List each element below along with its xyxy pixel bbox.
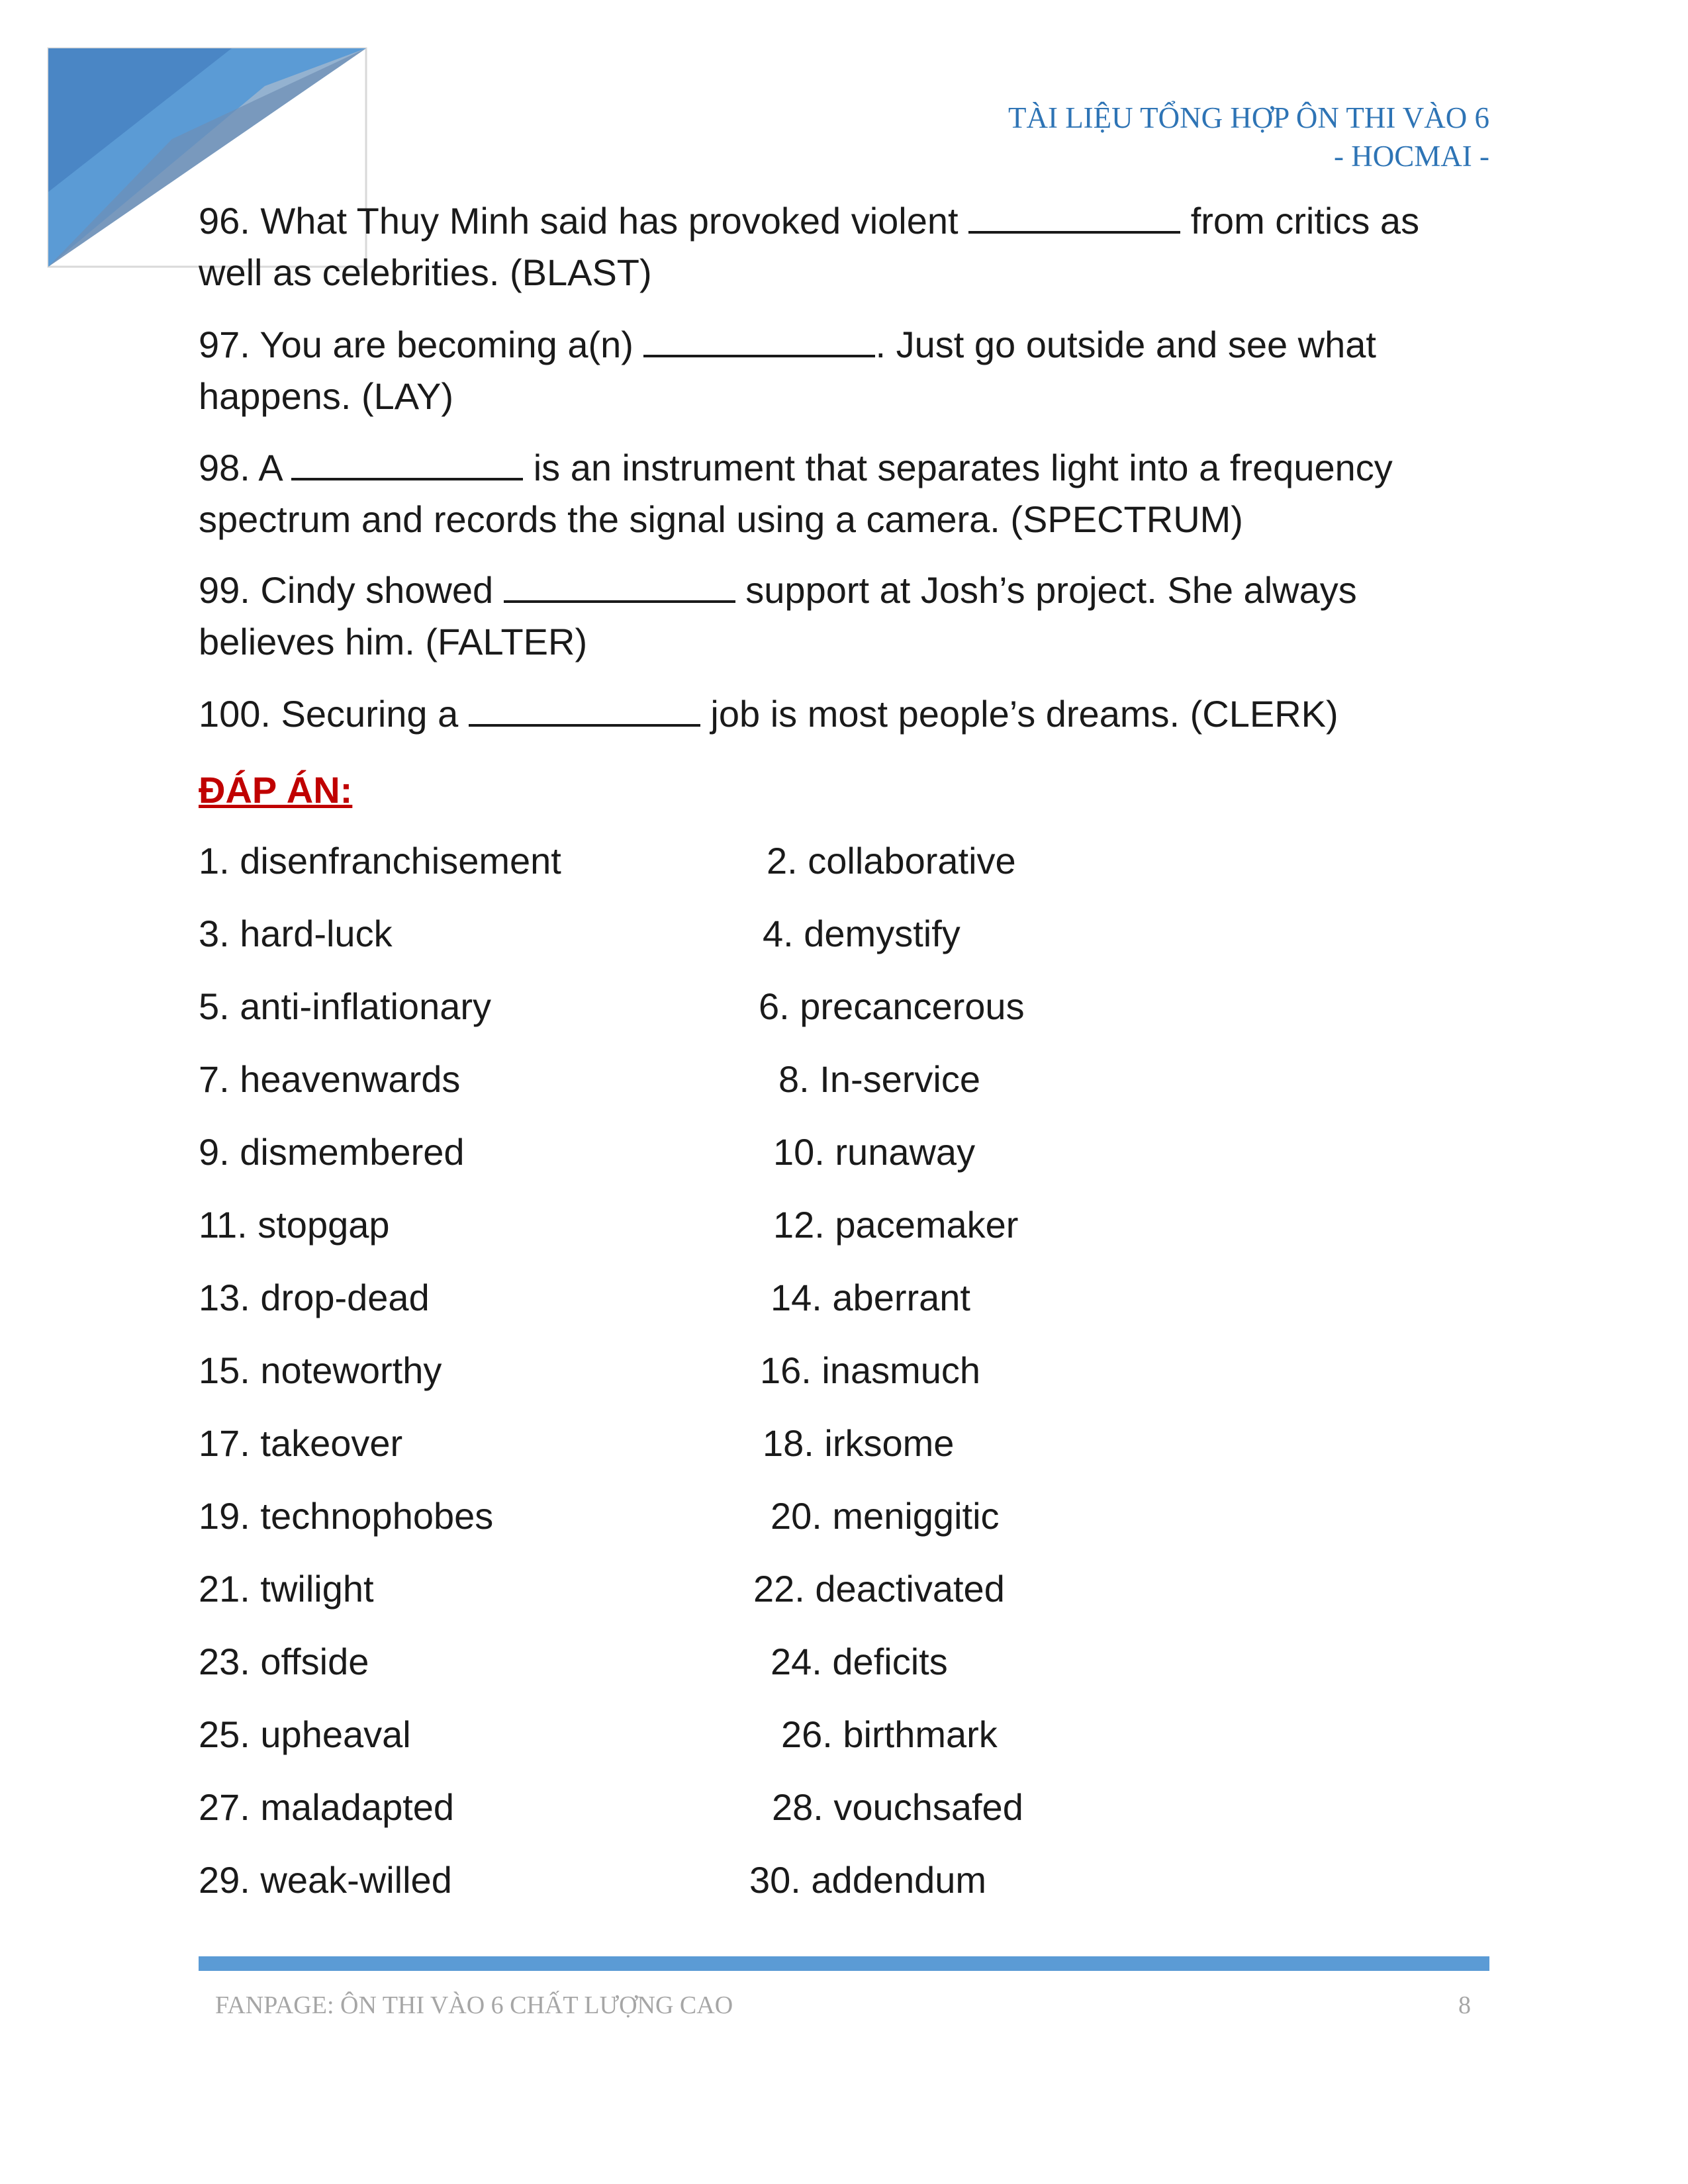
answer-item: 28. vouchsafed xyxy=(772,1786,1023,1828)
answer-item: 14. aberrant xyxy=(771,1277,970,1318)
answer-item: 19. technophobes xyxy=(199,1495,494,1537)
answer-blank xyxy=(291,445,523,480)
answer-blank xyxy=(469,691,700,727)
header-title: TÀI LIỆU TỔNG HỢP ÔN THI VÀO 6 xyxy=(1008,101,1489,134)
question-text: 98. A xyxy=(199,447,292,488)
question-text: is an instrument that separates light into a frequency spectrum and records the signal using a camera. (SPECTRUM) xyxy=(199,447,1393,540)
question-98 xyxy=(199,442,1489,545)
question-text: 97. You are becoming a(n) xyxy=(199,324,644,365)
question-96 xyxy=(199,195,1489,298)
question-text: support at Josh’s project. She always believes him. (FALTER) xyxy=(199,569,1357,662)
answer-item: 17. takeover xyxy=(199,1422,403,1464)
answer-item: 16. inasmuch xyxy=(760,1349,981,1391)
question-text: . Just go outside and see what happens. (LAY) xyxy=(199,324,1376,417)
question-text: 99. Cindy showed xyxy=(199,569,504,611)
answer-item: 27. maladapted xyxy=(199,1786,455,1828)
answer-blank xyxy=(643,322,875,357)
answer-item: 25. upheaval xyxy=(199,1713,411,1755)
answer-item: 2. collaborative xyxy=(767,840,1016,882)
footer-divider xyxy=(199,1956,1489,1971)
answer-item: 1. disenfranchisement xyxy=(199,840,561,882)
answer-item: 26. birthmark xyxy=(781,1713,998,1755)
question-text: from critics as well as celebrities. (BLAST) xyxy=(199,200,1420,293)
question-text: job is most people’s dreams. (CLERK) xyxy=(700,693,1338,735)
answer-item: 12. pacemaker xyxy=(773,1204,1019,1246)
answer-item: 15. noteworthy xyxy=(199,1349,442,1391)
answer-item: 6. precancerous xyxy=(759,985,1025,1027)
page-number: 8 xyxy=(1458,1991,1471,2019)
question-99 xyxy=(199,565,1489,668)
answer-item: 18. irksome xyxy=(763,1422,955,1464)
answer-item: 7. heavenwards xyxy=(199,1058,461,1100)
question-97 xyxy=(199,319,1489,422)
answer-item: 3. hard-luck xyxy=(199,913,393,954)
question-text: 96. What Thuy Minh said has provoked violent xyxy=(199,200,969,242)
answer-key-heading: ĐÁP ÁN: xyxy=(199,769,353,811)
question-text: 100. Securing a xyxy=(199,693,469,735)
answer-item: 29. weak-willed xyxy=(199,1859,452,1901)
answer-blank xyxy=(504,567,735,603)
answer-item: 24. deficits xyxy=(771,1641,948,1682)
question-100 xyxy=(199,688,1489,740)
answer-item: 20. meniggitic xyxy=(771,1495,1000,1537)
answer-item: 5. anti-inflationary xyxy=(199,985,492,1027)
answer-item: 10. runaway xyxy=(773,1131,976,1173)
answer-item: 23. offside xyxy=(199,1641,369,1682)
answer-blank xyxy=(968,198,1180,234)
answer-item: 8. In-service xyxy=(778,1058,980,1100)
answer-item: 4. demystify xyxy=(763,913,961,954)
answer-item: 30. addendum xyxy=(749,1859,987,1901)
answer-item: 22. deactivated xyxy=(753,1568,1005,1610)
header-subtitle: - HOCMAI - xyxy=(1334,140,1489,173)
answer-item: 21. twilight xyxy=(199,1568,374,1610)
answer-item: 9. dismembered xyxy=(199,1131,465,1173)
footer-fanpage: FANPAGE: ÔN THI VÀO 6 CHẤT LƯỢNG CAO xyxy=(215,1991,733,2019)
answer-item: 13. drop-dead xyxy=(199,1277,430,1318)
answer-item: 11. stopgap xyxy=(199,1204,390,1246)
